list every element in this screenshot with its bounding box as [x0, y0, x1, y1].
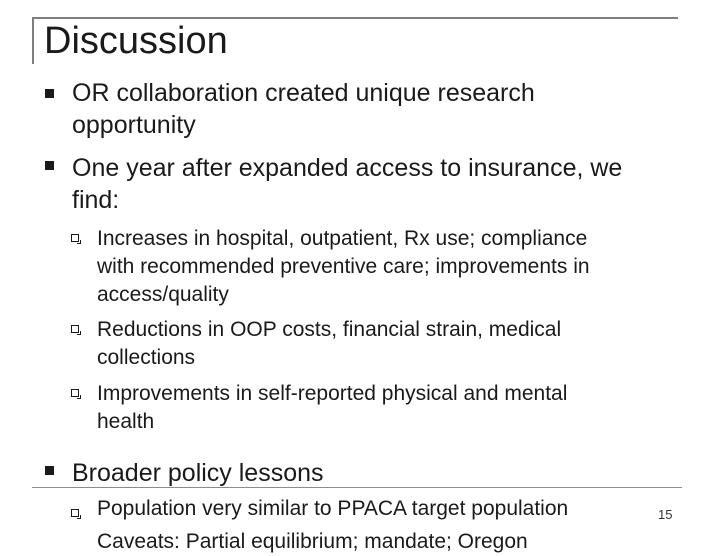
bullet-1-line-2: opportunity	[72, 111, 196, 139]
sub-bullet-1-line-2: with recommended preventive care; improvements in	[97, 255, 590, 278]
sub-bullet-marker	[71, 509, 79, 517]
sub-bullet-3-line-1: Improvements in self-reported physical and mental	[97, 382, 568, 405]
title-frame-left	[32, 17, 34, 64]
cutoff-line: Caveats: Partial equilibrium; mandate; Oregon	[97, 530, 528, 553]
bullet-marker	[45, 161, 54, 170]
bullet-marker	[45, 89, 54, 98]
page-number: 15	[658, 507, 673, 522]
sub-bullet-marker	[71, 389, 79, 397]
bullet-2-line-1: One year after expanded access to insurance, we	[72, 154, 623, 182]
bullet-2-line-2: find:	[72, 186, 120, 214]
sub-bullet-1-line-3: access/quality	[97, 283, 229, 306]
slide-title: Discussion	[44, 20, 228, 62]
sub-bullet-marker	[71, 234, 79, 242]
sub-bullet-3-line-2: health	[97, 410, 155, 433]
sub-bullet-1-line-1: Increases in hospital, outpatient, Rx use; compliance	[97, 227, 588, 250]
sub-bullet-2-line-2: collections	[97, 346, 196, 369]
bullet-marker	[45, 466, 54, 475]
sub-bullet-4-line-1: Population very similar to PPACA target population	[97, 497, 569, 520]
bullet-1-line-1: OR collaboration created unique research	[72, 79, 535, 107]
sub-bullet-marker	[71, 325, 79, 333]
bullet-3-line-1: Broader policy lessons	[72, 459, 324, 487]
sub-bullet-2-line-1: Reductions in OOP costs, financial strain, medical	[97, 318, 562, 341]
footer-divider	[32, 487, 682, 488]
